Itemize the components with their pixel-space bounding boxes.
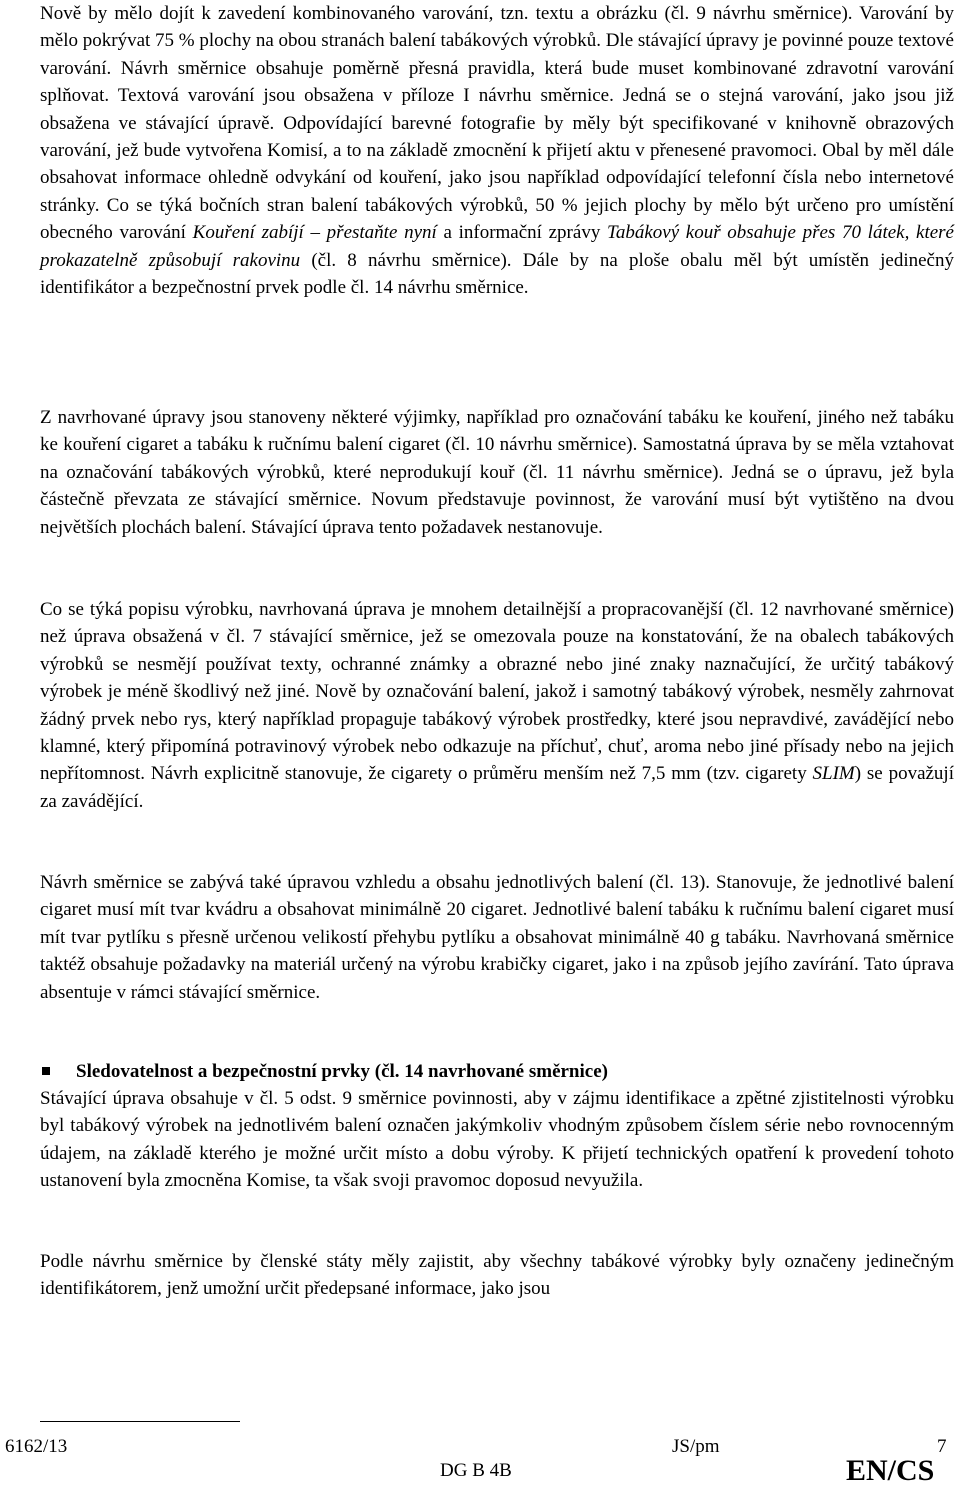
text-run: ) se považují za zavádějící. — [40, 763, 954, 812]
italic-text-run: Tabákový kouř obsahuje přes 70 látek, které prokazatelně způsobují rakovinu — [40, 222, 954, 271]
page-number: 7 — [937, 1436, 947, 1457]
text-run: a informační zprávy — [436, 222, 607, 244]
paragraph-1 — [40, 0, 954, 301]
author-initials: JS/pm — [672, 1436, 720, 1457]
paragraph-6: Podle návrhu směrnice by členské státy měly zajistit, aby všechny tabákové výrobky byly označeny jedinečným identifikátorem, jenž umožní určit předepsané informace, jako jsou — [40, 1251, 954, 1300]
footer-divider — [40, 1421, 240, 1422]
paragraph-2: Z navrhované úpravy jsou stanoveny některé výjimky, například pro označování tabáku ke kouření, jiného než tabáku ke kouření cigaret a tabáku k ručnímu balení cigaret (čl. 10 návrhu směrnice). Samostatná úprava by se měla vztahovat na označování tabákových výrobků, které neprodukují kouř (čl. 11 návrhu směrnice). Jedná se o úpravu, jež byla částečně převzata ze stávající směrnice. Novum představuje povinnost, že varování musí být vytištěno na dvou největších plochách balení. Stávající úprava tento požadavek nestanovuje. — [40, 407, 954, 538]
section-heading — [40, 1058, 954, 1085]
italic-text-run: Kouření zabíjí – přestaňte nyní — [192, 222, 437, 244]
language-code: EN/CS — [846, 1454, 935, 1487]
text-run: (čl. 8 návrhu směrnice). Dále by na ploše obalu měl být umístěn jedinečný identifikátor a bezpečnostní prvek podle čl. 14 návrhu směrnice. — [40, 249, 954, 299]
paragraph-5: Stávající úprava obsahuje v čl. 5 odst. 9 směrnice povinnosti, aby v zájmu identifikace a zpětné zjistitelnosti výrobku byl tabákový výrobek na jednotlivém balení označen jakýmkoliv vhodným způsobem číslem série nebo rovnocenným údajem, na základě kterého je možné určit místo a dobu výroby. K přijetí technických opatření k provedení tohoto ustanovení byla zmocněna Komise, ta však svoji pravomoc doposud nevyužila. — [40, 1088, 954, 1192]
directorate-code: DG B 4B — [440, 1460, 512, 1481]
paragraph-4: Návrh směrnice se zabývá také úpravou vzhledu a obsahu jednotlivých balení (čl. 13). Stanovuje, že jednotlivé balení cigaret musí mít tvar kvádru a obsahovat minimálně 20 cigaret. Jednotlivé balení tabáku k ručnímu balení cigaret musí mít tvar pytlíku s přesně určenou velikostí přehybu pytlíku a obsahovat minimálně 40 g tabáku. Navrhovaná směrnice taktéž obsahuje požadavky na materiál určený na výrobu krabičky cigaret, jako i na způsob jejího zavírání. Tato úprava absentuje v rámci stávající směrnice. — [40, 872, 954, 1003]
page-footer — [0, 1436, 960, 1489]
paragraph-3 — [40, 596, 954, 815]
italic-text-run: SLIM — [812, 763, 855, 785]
doc-reference: 6162/13 — [5, 1436, 68, 1457]
text-run: Nově by mělo dojít k zavedení kombinovaného varování, tzn. textu a obrázku (čl. 9 návrhu směrnice). Varování by mělo pokrývat 75 % plochy na obou stranách balení tabákových výrobků. Dle stávající úpravy je povinné pouze textové varování. Návrh směrnice obsahuje poměrně přesná pravidla, která bude muset kombinované zdravotní varování splňovat. Textová varování jsou obsažena v příloze I návrhu směrnice. Jedná se o stejná varování, jako jsou již obsažena ve stávající úpravě. Odpovídající barevné fotografie by měly být specifikované v knihovně obrazových varování, jež bude vytvořena Komisí, a to na základě zmocnění k přijetí aktu v přenesené pravomoci. Obal by měl dále obsahovat informace ohledně odvykání od kouření, jako jsou například odpovídající telefonní čísla nebo internetové stránky. Co se týká bočních stran balení tabákových výrobků, 50 % jejich plochy by mělo být určeno pro umístění obecného varování — [40, 3, 954, 244]
text-run: Co se týká popisu výrobku, navrhovaná úprava je mnohem detailnější a propracovanější (čl. 12 navrhované směrnice) než úprava obsažená v čl. 7 stávající směrnice, jež se omezovala pouze na konstatování, že na obalech tabákových výrobků se nesmějí používat texty, ochranné známky a obrazné nebo jiné znaky naznačující, že určitý tabákový výrobek je méně škodlivý než jiné. Nově by označování balení, jakož i samotný tabákový výrobek, nesměly zahrnovat žádný prvek nebo rys, který například propaguje tabákový výrobek prostředky, které jsou nepravdivé, zavádějící nebo klamné, který připomíná potravinový výrobek nebo odkazuje na příchuť, chuť, aroma nebo jiné přísady nebo na jejich nepřítomnost. Návrh explicitně stanovuje, že cigarety o průměru menším než 7,5 mm (tzv. cigarety — [40, 599, 954, 785]
square-bullet-icon — [42, 1067, 50, 1075]
section-heading-text: Sledovatelnost a bezpečnostní prvky (čl. 14 navrhované směrnice) — [76, 1061, 608, 1082]
